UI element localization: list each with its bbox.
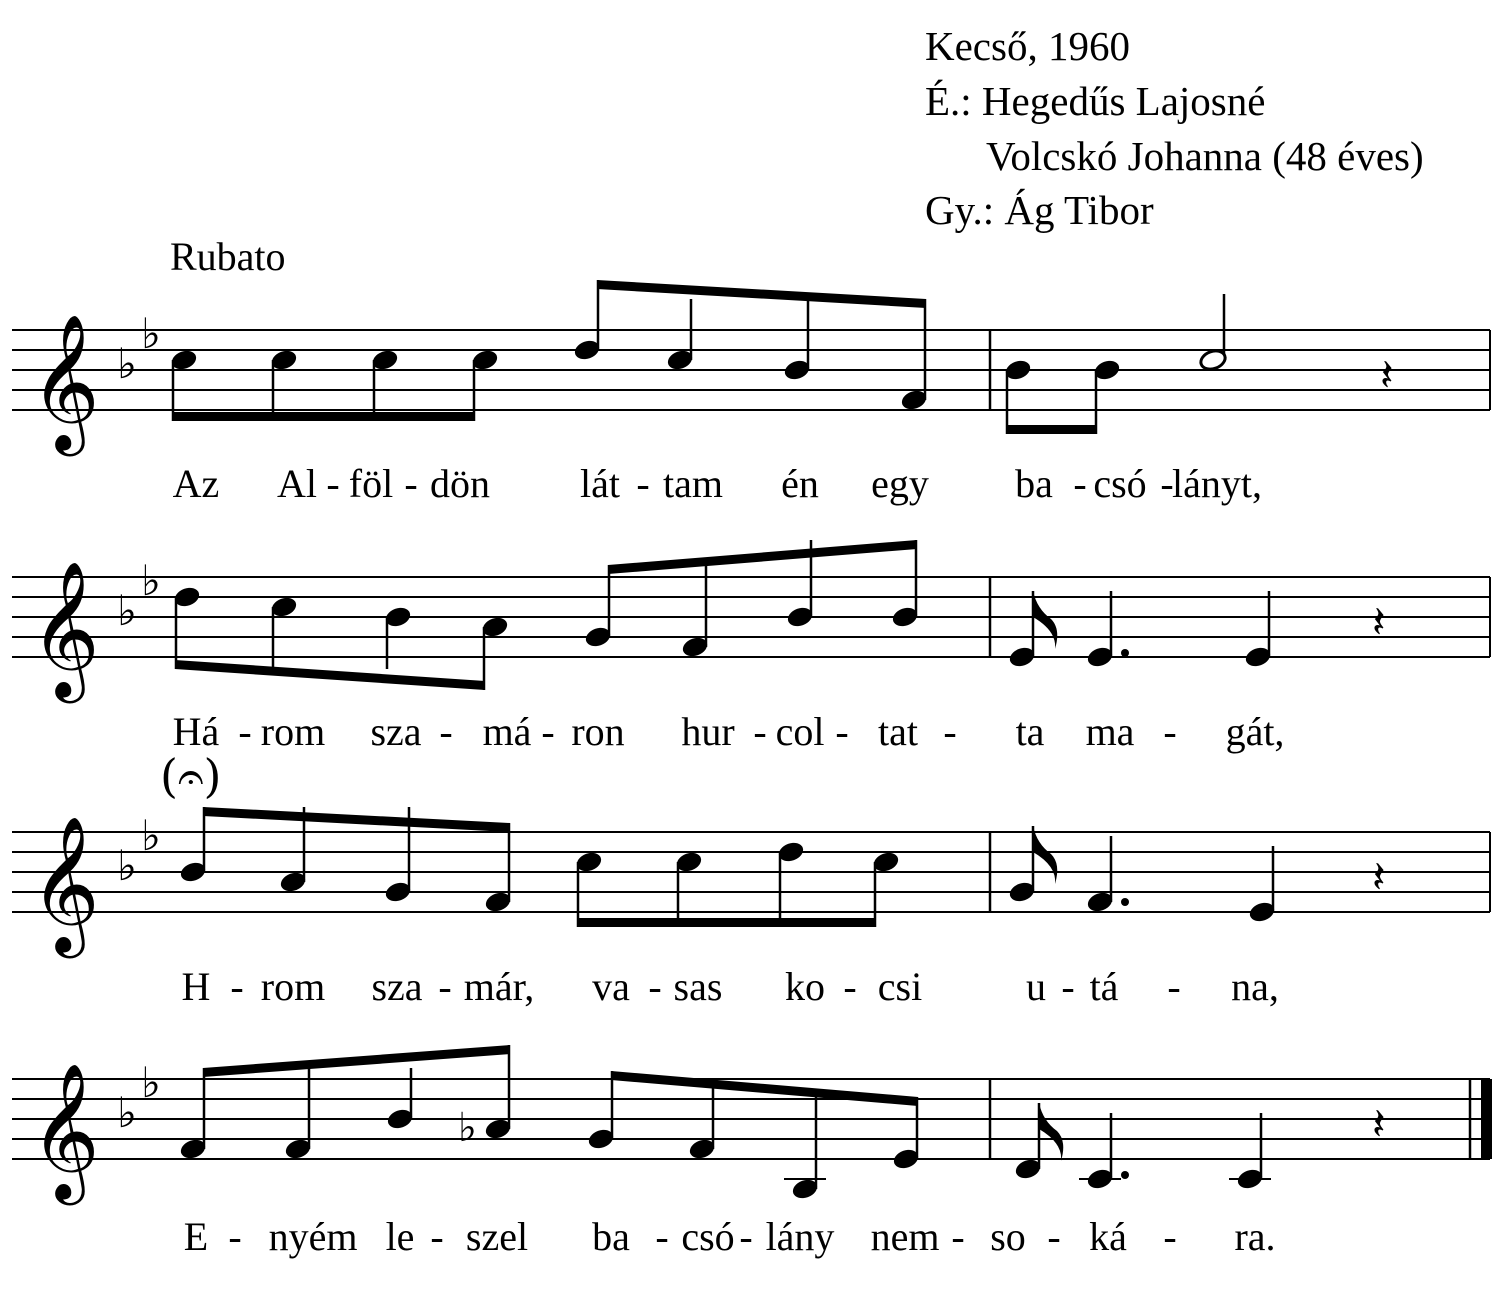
key-flat-icon: ♭ — [141, 811, 161, 860]
treble-clef-icon: 𝄞 — [30, 814, 100, 952]
beam — [577, 918, 876, 927]
lyric-syllable: ko — [785, 964, 825, 1009]
key-flat-icon: ♭ — [117, 1088, 137, 1137]
lyric-syllable: tat — [878, 709, 918, 754]
lyric-hyphen: - — [1167, 964, 1181, 1009]
beam — [611, 1071, 918, 1106]
lyric-syllable: má — [482, 709, 532, 754]
lyric-syllable: col — [775, 709, 825, 754]
key-flat-icon: ♭ — [117, 339, 137, 388]
lyric-syllable: Al — [277, 461, 317, 506]
quarter-rest-icon: 𝄽 — [1372, 852, 1386, 903]
lyric-syllable: tam — [663, 461, 723, 506]
system-1 — [12, 280, 1490, 506]
eighth-flag-icon — [1033, 591, 1057, 649]
lyric-hyphen: - — [228, 1214, 242, 1259]
treble-clef-icon: 𝄞 — [30, 559, 100, 697]
lyric-syllable: va — [592, 964, 630, 1009]
lyric-hyphen: - — [835, 709, 849, 754]
lyric-hyphen: - — [843, 964, 857, 1009]
lyric-syllable: nem — [870, 1214, 940, 1259]
lyric-syllable: gát, — [1225, 709, 1285, 754]
lyric-syllable: ron — [571, 709, 625, 754]
system-4 — [12, 1045, 1492, 1259]
lyric-syllable: le — [385, 1214, 415, 1259]
lyric-hyphen: - — [230, 964, 244, 1009]
beam — [1006, 425, 1097, 434]
lyric-syllable: hur — [681, 709, 735, 754]
lyric-syllable: sas — [673, 964, 723, 1009]
staff-systems — [12, 280, 1492, 1259]
header-performer-line1: É.: Hegedűs Lajosné — [925, 78, 1266, 124]
lyric-hyphen: - — [943, 709, 957, 754]
lyric-hyphen: - — [404, 461, 418, 506]
lyric-hyphen: - — [636, 461, 650, 506]
lyric-syllable: na, — [1231, 964, 1279, 1009]
lyric-hyphen: - — [1047, 1214, 1061, 1259]
lyric-hyphen: - — [1061, 964, 1075, 1009]
beam — [172, 412, 475, 421]
lyric-hyphen: - — [951, 1214, 965, 1259]
lyric-hyphen: - — [326, 461, 340, 506]
lyric-syllable: ma — [1085, 709, 1135, 754]
lyric-syllable: szel — [465, 1214, 529, 1259]
beam — [203, 1045, 510, 1077]
lyric-hyphen: - — [753, 709, 767, 754]
lyric-syllable: dön — [430, 461, 490, 506]
lyric-syllable: sza — [370, 709, 422, 754]
lyric-syllable: lány — [765, 1214, 835, 1259]
treble-clef-icon: 𝄞 — [30, 312, 100, 450]
lyric-hyphen: - — [1160, 461, 1174, 506]
lyric-syllable: csó — [681, 1214, 735, 1259]
lyric-syllable: már, — [463, 964, 535, 1009]
augmentation-dot — [1121, 649, 1129, 657]
lyric-syllable: H — [181, 964, 211, 1009]
beam — [175, 660, 485, 690]
beam — [203, 807, 510, 832]
augmentation-dot — [1121, 898, 1129, 906]
lyric-syllable: ra. — [1234, 1214, 1276, 1259]
header-place-year: Kecső, 1960 — [925, 23, 1130, 69]
lyric-syllable: csi — [877, 964, 923, 1009]
lyric-syllable: rom — [260, 709, 326, 754]
lyric-syllable: csó — [1093, 461, 1147, 506]
lyric-hyphen: - — [1073, 461, 1087, 506]
treble-clef-icon: 𝄞 — [30, 1061, 100, 1199]
tempo-marking: Rubato — [170, 234, 286, 279]
key-flat-icon: ♭ — [117, 586, 137, 635]
eighth-flag-icon — [1033, 826, 1057, 884]
lyric-syllable: lát — [580, 461, 620, 506]
lyric-hyphen: - — [739, 1214, 753, 1259]
lyric-hyphen: - — [541, 709, 555, 754]
key-flat-icon: ♭ — [141, 1058, 161, 1107]
lyric-hyphen: - — [439, 709, 453, 754]
lyric-hyphen: - — [648, 964, 662, 1009]
lyric-syllable: lányt, — [1172, 461, 1262, 506]
lyric-syllable: én — [781, 461, 819, 506]
accidental-flat-icon: ♭ — [458, 1105, 477, 1151]
system-3 — [12, 749, 1490, 1009]
lyric-syllable: ba — [1015, 461, 1053, 506]
lyric-syllable: so — [990, 1214, 1026, 1259]
key-flat-icon: ♭ — [141, 309, 161, 358]
lyric-syllable: egy — [871, 461, 929, 506]
header-performer-line2: Volcskó Johanna (48 éves) — [986, 133, 1424, 179]
lyric-syllable: sza — [371, 964, 423, 1009]
lyric-syllable: nyém — [268, 1214, 358, 1259]
key-flat-icon: ♭ — [117, 841, 137, 890]
quarter-rest-icon: 𝄽 — [1372, 1099, 1386, 1150]
lyric-syllable: ká — [1089, 1214, 1127, 1259]
quarter-rest-icon: 𝄽 — [1380, 350, 1394, 401]
lyric-syllable: ba — [592, 1214, 630, 1259]
lyric-syllable: föl — [348, 461, 394, 506]
eighth-flag-icon — [1039, 1103, 1063, 1161]
header-collector: Gy.: Ág Tibor — [925, 187, 1154, 233]
lyric-syllable: E — [183, 1214, 209, 1259]
lyric-syllable: u — [1026, 964, 1046, 1009]
lyric-syllable: Az — [172, 461, 220, 506]
beam — [608, 540, 917, 574]
lyric-hyphen: - — [1163, 709, 1177, 754]
fermata-icon: (𝄐) — [160, 749, 222, 803]
quarter-rest-icon: 𝄽 — [1372, 597, 1386, 648]
lyric-syllable: ta — [1015, 709, 1045, 754]
lyric-syllable: Há — [172, 709, 220, 754]
lyric-hyphen: - — [438, 964, 452, 1009]
lyric-hyphen: - — [430, 1214, 444, 1259]
lyric-syllable: tá — [1089, 964, 1119, 1009]
beam — [597, 280, 926, 308]
key-flat-icon: ♭ — [141, 556, 161, 605]
system-2 — [12, 540, 1490, 754]
lyric-hyphen: - — [238, 709, 252, 754]
lyric-hyphen: - — [655, 1214, 669, 1259]
lyric-syllable: rom — [260, 964, 326, 1009]
lyric-hyphen: - — [1163, 1214, 1177, 1259]
final-barline-thick — [1481, 1079, 1492, 1159]
augmentation-dot — [1121, 1171, 1129, 1179]
